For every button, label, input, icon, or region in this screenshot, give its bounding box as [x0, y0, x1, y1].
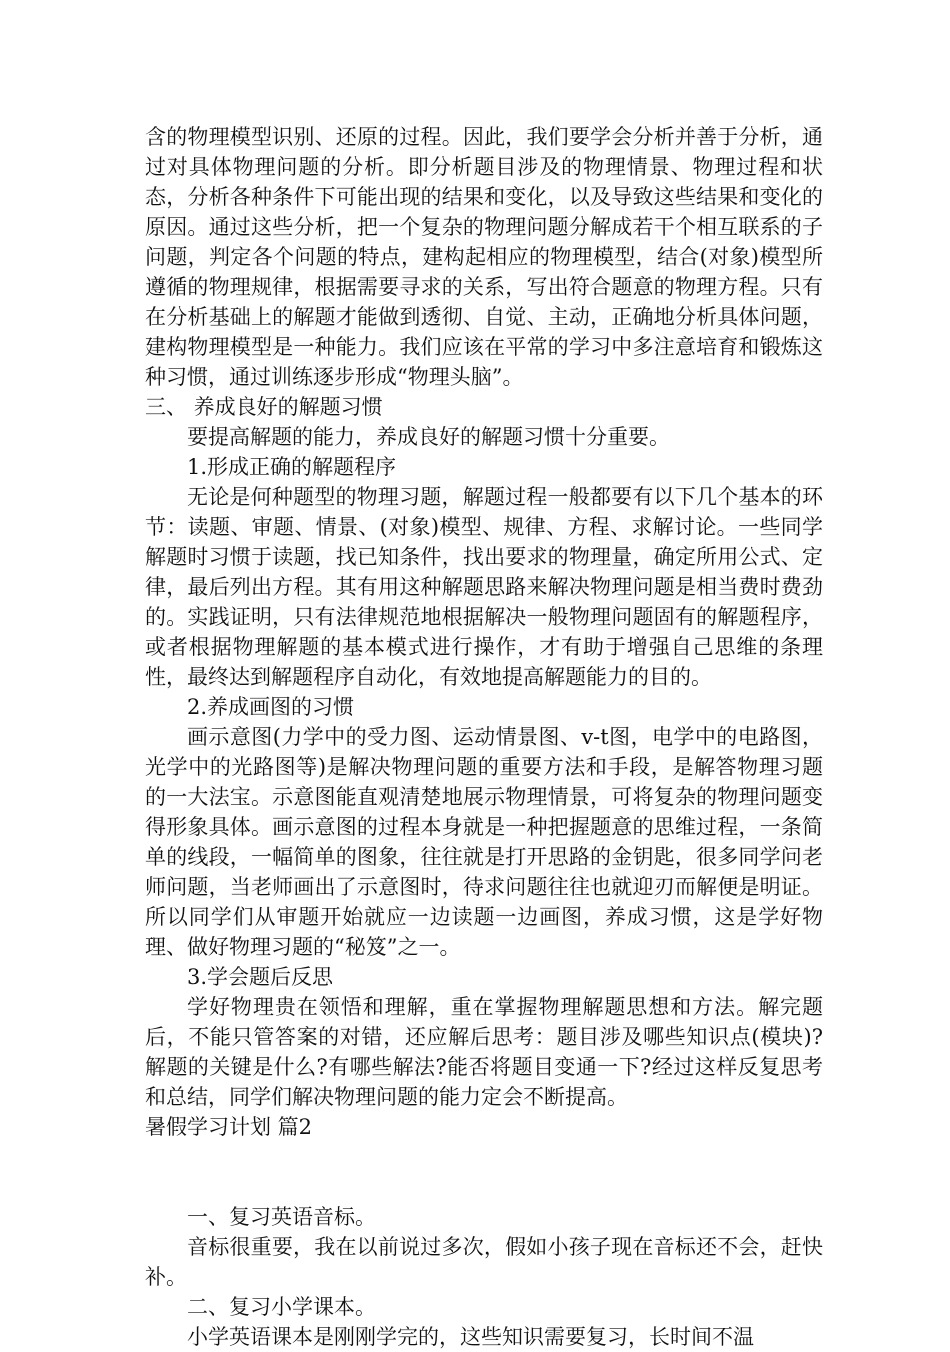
paragraph-reflection: 学好物理贵在领悟和理解，重在掌握物理解题思想和方法。解完题后，不能只管答案的对错，还应解后思考：题目涉及哪些知识点(模块)?解题的关键是什么?有哪些解法?能否将题目变通一下?经过这样反复思考和总结，同学们解决物理问题的能力定会不断提高。: [145, 995, 823, 1109]
article-title-part2: 暑假学习计划 篇2: [145, 1115, 313, 1139]
paragraph-drawing: 画示意图(力学中的受力图、运动情景图、v-t图，电学中的电路图，光学中的光路图等)是解决物理问题的重要方法和手段，是解答物理习题的一大法宝。示意图能直观清楚地展示物理情景，可将复杂的物理问题变得形象具体。画示意图的过程本身就是一种把握题意的思维过程，一条简单的线段，一幅简单的图象，往往就是打开思路的金钥匙，很多同学问老师问题，当老师画出了示意图时，待求问题往往也就迎刃而解便是明证。所以同学们从审题开始就应一边读题一边画图，养成习惯，这是学好物理、做好物理习题的“秘笈”之一。: [145, 725, 823, 959]
blank-space: [145, 1142, 823, 1202]
subheading-reflection: 3.学会题后反思: [187, 965, 334, 989]
subheading-textbook: 二、复习小学课本。: [187, 1295, 376, 1319]
paragraph-textbook: 小学英语课本是刚刚学完的，这些知识需要复习，长时间不温: [187, 1325, 754, 1349]
paragraph-procedure: 无论是何种题型的物理习题，解题过程一般都要有以下几个基本的环节：读题、审题、情景、(对象)模型、规律、方程、求解讨论。一些同学解题时习惯于读题，找已知条件，找出要求的物理量，确定所用公式、定律，最后列出方程。其有用这种解题思路来解决物理问题是相当费时费劲的。实践证明，只有法律规范地根据解决一般物理问题固有的解题程序，或者根据物理解题的基本模式进行操作，才有助于增强自己思维的条理性，最终达到解题程序自动化，有效地提高解题能力的目的。: [145, 485, 823, 689]
paragraph-phonetics: 音标很重要，我在以前说过多次，假如小孩子现在音标还不会，赶快补。: [145, 1235, 823, 1289]
section-heading-habits: 三、 养成良好的解题习惯: [145, 395, 383, 419]
subheading-phonetics: 一、复习英语音标。: [187, 1205, 376, 1229]
subheading-procedure: 1.形成正确的解题程序: [187, 455, 397, 479]
paragraph-physics-model: 含的物理模型识别、还原的过程。因此，我们要学会分析并善于分析，通过对具体物理问题的分析。即分析题目涉及的物理情景、物理过程和状态，分析各种条件下可能出现的结果和变化，以及导致这些结果和变化的原因。通过这些分析，把一个复杂的物理问题分解成若干个相互联系的子问题，判定各个问题的特点，建构起相应的物理模型，结合(对象)模型所遵循的物理规律，根据需要寻求的关系，写出符合题意的物理方程。只有在分析基础上的解题才能做到透彻、自觉、主动，正确地分析具体问题，建构物理模型是一种能力。我们应该在平常的学习中多注意培育和锻炼这种习惯，通过训练逐步形成“物理头脑”。: [145, 125, 823, 389]
subheading-drawing: 2.养成画图的习惯: [187, 695, 355, 719]
paragraph-habits-intro: 要提高解题的能力，养成良好的解题习惯十分重要。: [187, 425, 670, 449]
document-body: [145, 122, 823, 1352]
